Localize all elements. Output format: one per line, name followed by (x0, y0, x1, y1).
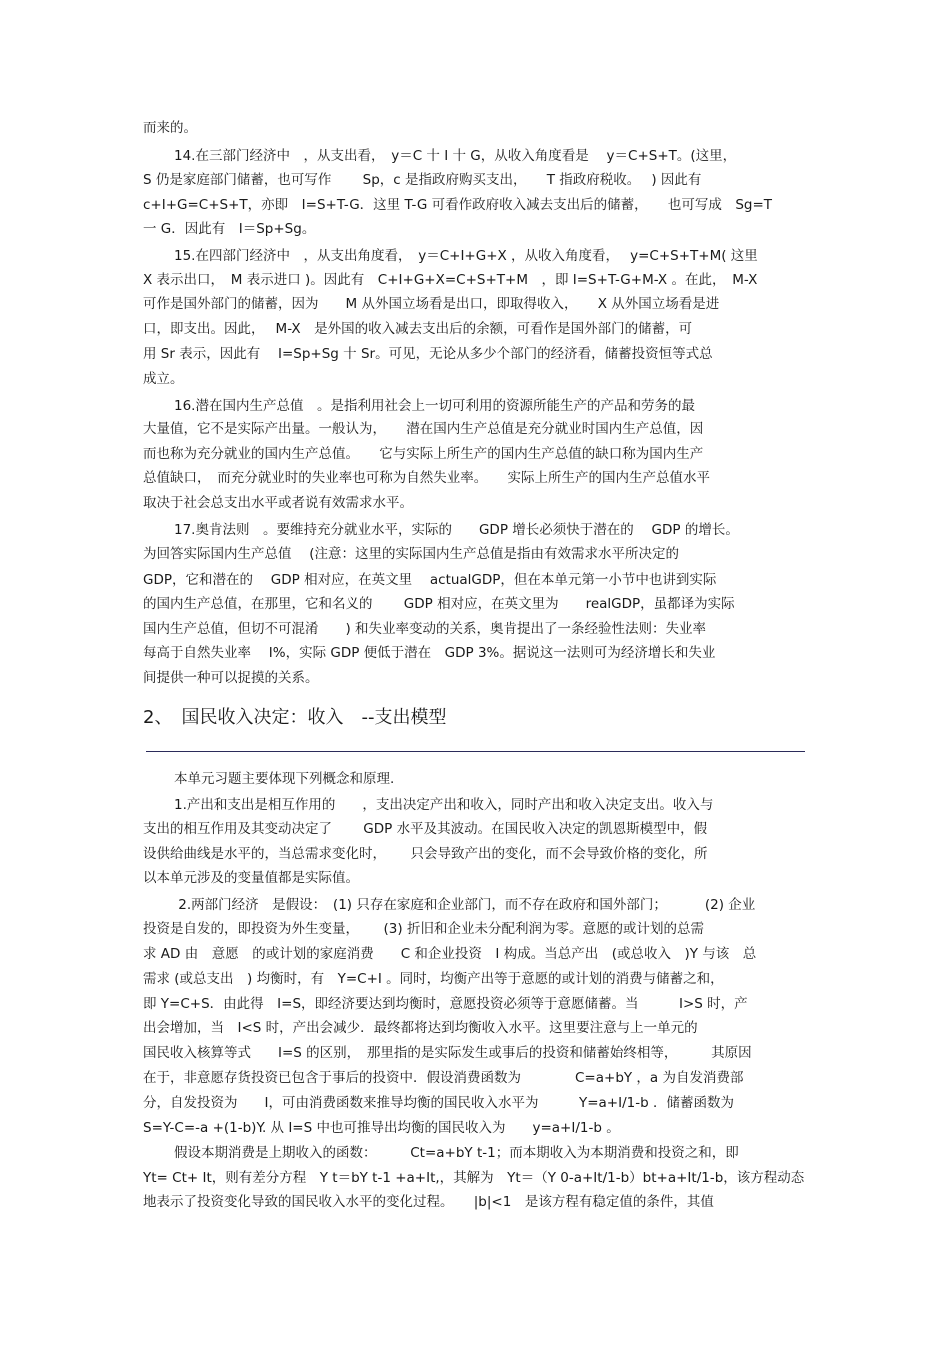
text-line: 一 G．因此有 I＝Sp+Sg。 (143, 221, 316, 237)
text-line: 每高于自然失业率 I%，实际 GDP 便低于潜在 GDP 3%。据说这一法则可为经济增长和失业 (143, 645, 716, 661)
text-line: 取决于社会总支出水平或者说有效需求水平。 (143, 495, 413, 511)
text-line: 15.在四部门经济中 ，从支出角度看， y＝C+I+G+X ，从收入角度看， y=C+S+T+M( 这里 (174, 248, 758, 264)
heading-rule (146, 751, 805, 752)
text-line: 口，即支出。因此， M-X 是外国的收入减去支出后的余额，可看作是国外部门的储蓄，可 (143, 321, 693, 337)
text-line: 大量值，它不是实际产出量。一般认为， 潜在国内生产总值是充分就业时国内生产总值，因 (143, 421, 704, 437)
text-line: 为回答实际国内生产总值 (注意：这里的实际国内生产总值是指由有效需求水平所决定的 (143, 546, 680, 562)
text-line: 17.奥肯法则 。要维持充分就业水平，实际的 GDP 增长必须快于潜在的 GDP 的增长。 (174, 522, 739, 538)
text-line: 16.潜在国内生产总值 。是指利用社会上一切可利用的资源所能生产的产品和劳务的最 (174, 398, 695, 414)
text-line: 的国内生产总值，在那里，它和名义的 GDP 相对应，在英文里为 realGDP，虽都译为实际 (143, 596, 735, 612)
section-heading: 2、 国民收入决定：收入 --支出模型 (143, 707, 447, 728)
text-line: 间提供一种可以捉摸的关系。 (143, 670, 319, 686)
text-line: 可作是国外部门的储蓄，因为 M 从外国立场看是出口，即取得收入， X 从外国立场看是进 (143, 296, 720, 312)
text-line: 而也称为充分就业的国内生产总值。 它与实际上所生产的国内生产总值的缺口称为国内生产 (143, 446, 704, 462)
text-line: 需求 (或总支出 ) 均衡时，有 Y=C+I 。同时，均衡产出等于意愿的或计划的消费与储蓄之和， (143, 971, 724, 987)
text-line: 而来的。 (143, 120, 197, 136)
text-line: 假设本期消费是上期收入的函数： Ct=a+bY t-1；而本期收入为本期消费和投资之和，即 (174, 1145, 739, 1161)
text-line: 以本单元涉及的变量值都是实际值。 (143, 870, 359, 886)
text-line: 投资是自发的，即投资为外生变量， (3) 折旧和企业未分配利润为零。意愿的或计划的总需 (143, 921, 704, 937)
text-line: 本单元习题主要体现下列概念和原理. (174, 771, 395, 787)
text-line: 1.产出和支出是相互作用的 ，支出决定产出和收入，同时产出和收入决定支出。收入与 (174, 797, 714, 813)
text-line: 求 AD 由 意愿 的或计划的家庭消费 C 和企业投资 I 构成。当总产出 (或总收入 )Y 与该 总 (143, 946, 757, 962)
text-line: 成立。 (143, 371, 184, 387)
text-line: 总值缺口， 而充分就业时的失业率也可称为自然失业率。 实际上所生产的国内生产总值水平 (143, 470, 710, 486)
text-line: 国内生产总值，但切不可混淆 ) 和失业率变动的关系，奥肯提出了一条经验性法则：失业率 (143, 621, 707, 637)
text-line: 支出的相互作用及其变动决定了 GDP 水平及其波动。在国民收入决定的凯恩斯模型中，假 (143, 821, 708, 837)
text-line: 国民收入核算等式 I=S 的区别， 那里指的是实际发生或事后的投资和储蓄始终相等， 其原因 (143, 1045, 752, 1061)
text-line: Yt= Ct+ It，则有差分方程 Y t＝bY t-1 +a+It,，其解为 Yt＝（Y 0-a+It/1-b）bt+a+It/1-b，该方程动态 (143, 1170, 805, 1186)
text-line: 地表示了投资变化导致的国民收入水平的变化过程。 |b|<1 是该方程有稳定值的条件，其值 (143, 1194, 714, 1210)
text-line: 2.两部门经济 是假设： (1) 只存在家庭和企业部门，而不存在政府和国外部门； (2) 企业 (174, 897, 756, 913)
text-line: 用 Sr 表示，因此有 I=Sp+Sg 十 Sr。可见，无论从多少个部门的经济看，储蓄投资恒等式总 (143, 346, 713, 362)
text-line: 设供给曲线是水平的，当总需求变化时， 只会导致产出的变化，而不会导致价格的变化，所 (143, 846, 708, 862)
text-line: 出会增加，当 I<S 时，产出会减少．最终都将达到均衡收入水平。这里要注意与上一单元的 (143, 1020, 698, 1036)
text-line: 14.在三部门经济中 ，从支出看， y＝C 十 I 十 G，从收入角度看是 y＝C+S+T。(这里， (174, 148, 737, 164)
text-line: S 仍是家庭部门储蓄，也可写作 Sp，c 是指政府购买支出， T 指政府税收。 ) 因此有 (143, 172, 702, 188)
text-line: GDP，它和潜在的 GDP 相对应，在英文里 actualGDP，但在本单元第一小节中也讲到实际 (143, 572, 717, 588)
text-line: c+I+G=C+S+T，亦即 I=S+T-G．这里 T-G 可看作政府收入减去支出后的储蓄， 也可写成 Sg=T (143, 197, 773, 213)
text-line: X 表示出口， M 表示进口 )。因此有 C+I+G+X=C+S+T+M ，即 I=S+T-G+M-X 。在此， M-X (143, 272, 758, 288)
text-line: 即 Y=C+S．由此得 I=S，即经济要达到均衡时，意愿投资必须等于意愿储蓄。当 I>S 时，产 (143, 996, 748, 1012)
text-line: 分，自发投资为 I，可由消费函数来推导均衡的国民收入水平为 Y=a+I/1-b ．储蓄函数为 (143, 1095, 734, 1111)
text-line: 在于，非意愿存货投资已包含于事后的投资中．假设消费函数为 C=a+bY ，a 为自发消费部 (143, 1070, 744, 1086)
text-line: S=Y-C=-a +(1-b)Y. 从 I=S 中也可推导出均衡的国民收入为 y=a+I/1-b 。 (143, 1120, 620, 1136)
